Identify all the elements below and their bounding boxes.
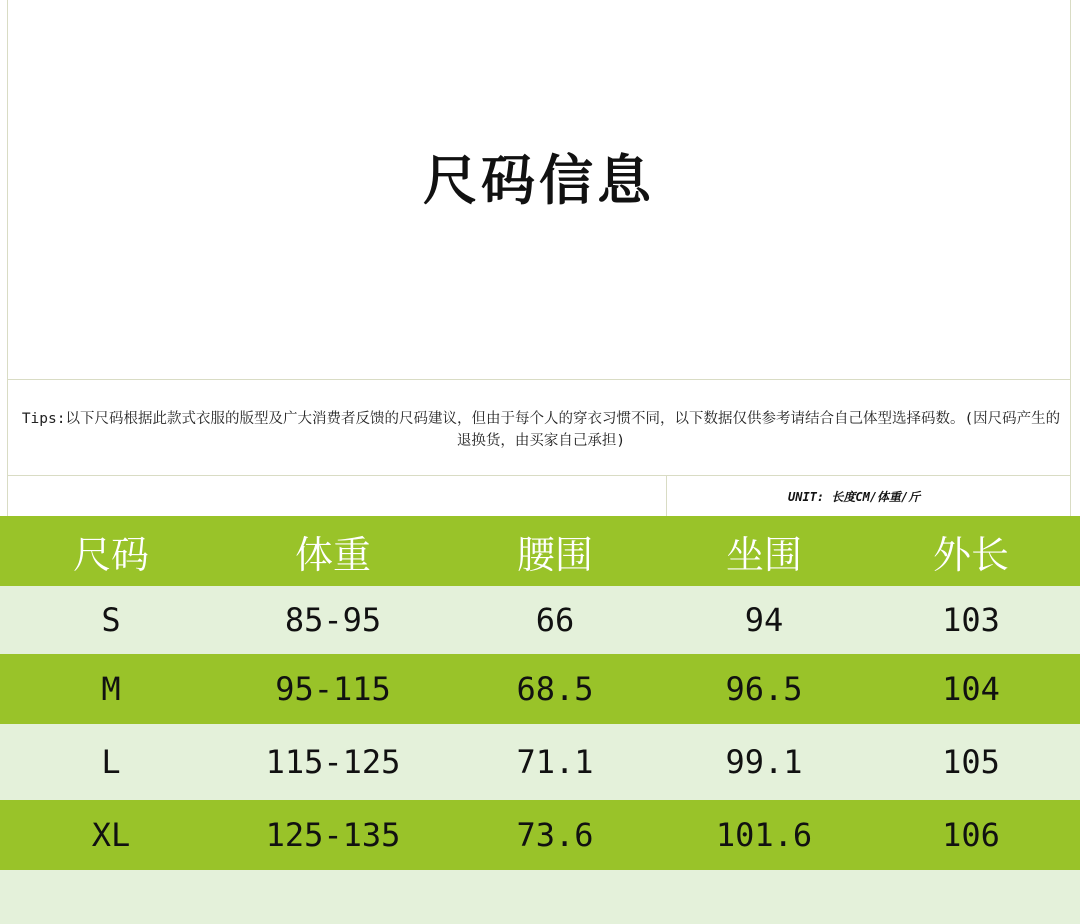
- header-weight: 体重: [294, 532, 371, 577]
- cell-waist: 73.6: [516, 816, 594, 854]
- cell-weight: 115-125: [265, 743, 401, 781]
- cell-hip: 94: [744, 601, 784, 639]
- title-box: [7, 0, 1071, 380]
- header-size: 尺码: [72, 532, 149, 577]
- cell-size: S: [101, 601, 121, 639]
- header-waist: 腰围: [516, 532, 593, 577]
- header-hip: 坐围: [725, 532, 802, 577]
- cell-waist: 68.5: [516, 670, 594, 708]
- unit-row: [7, 476, 1071, 516]
- table-row: [0, 724, 1080, 800]
- tips-text: Tips:以下尺码根据此款式衣服的版型及广大消费者反馈的尺码建议，但由于每个人的穿衣习惯不同，以下数据仅供参考请结合自己体型选择码数。(因尺码产生的退换货，由买家自己承担): [21, 411, 1061, 449]
- cell-weight: 95-115: [275, 670, 391, 708]
- cell-size: M: [101, 670, 121, 708]
- table-row: [0, 654, 1080, 724]
- cell-length: 104: [942, 670, 1000, 708]
- footer-band: [0, 870, 1080, 924]
- table-header-row: [0, 516, 1080, 586]
- cell-weight: 85-95: [284, 601, 382, 639]
- table-row: [0, 586, 1080, 654]
- unit-label: UNIT: 长度CM/体重/斤: [788, 490, 921, 504]
- cell-length: 106: [942, 816, 1000, 854]
- cell-waist: 66: [535, 601, 575, 639]
- cell-hip: 99.1: [725, 743, 803, 781]
- header-length: 外长: [932, 532, 1009, 577]
- tips-box: [7, 380, 1071, 476]
- table-row: [0, 800, 1080, 870]
- cell-weight: 125-135: [265, 816, 401, 854]
- cell-length: 105: [942, 743, 1000, 781]
- cell-hip: 101.6: [715, 816, 813, 854]
- cell-size: L: [101, 743, 121, 781]
- cell-size: XL: [91, 816, 131, 854]
- unit-divider: [666, 476, 667, 516]
- cell-length: 103: [942, 601, 1000, 639]
- page-title: 尺码信息: [423, 149, 655, 212]
- cell-hip: 96.5: [725, 670, 803, 708]
- cell-waist: 71.1: [516, 743, 594, 781]
